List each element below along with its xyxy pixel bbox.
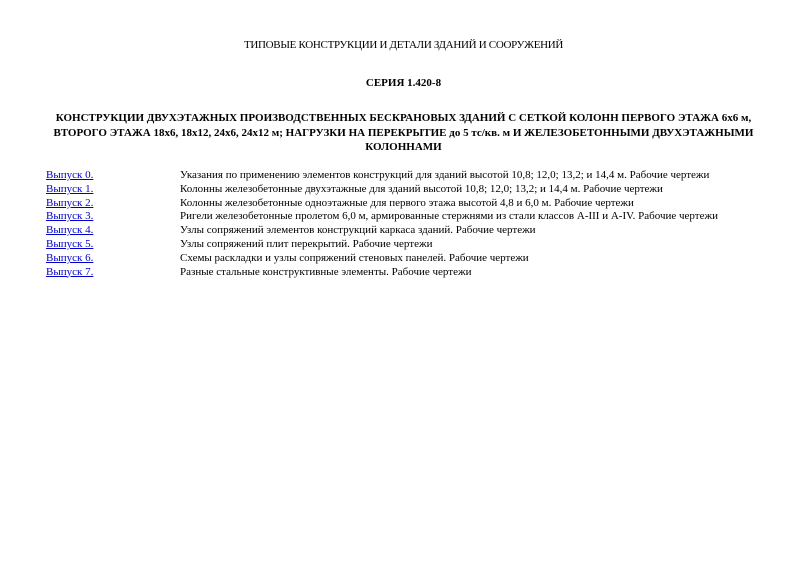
list-item xyxy=(46,183,766,197)
issue-description: Схемы раскладки и узлы сопряжений стеновых панелей. Рабочие чертежи xyxy=(180,251,529,264)
issue-link-2[interactable]: Выпуск 2. xyxy=(46,196,94,209)
issue-description: Колонны железобетонные двухэтажные для зданий высотой 10,8; 12,0; 13,2; и 14,4 м. Рабочие чертежи xyxy=(180,182,663,195)
series-title: СЕРИЯ 1.420-8 xyxy=(365,77,442,89)
issue-description: Узлы сопряжений элементов конструкций каркаса зданий. Рабочие чертежи xyxy=(180,224,536,237)
list-item xyxy=(46,238,766,252)
issue-link-7[interactable]: Выпуск 7. xyxy=(46,265,94,278)
issue-description: Разные стальные конструктивные элементы. Рабочие чертежи xyxy=(180,265,472,278)
issue-link-4[interactable]: Выпуск 4. xyxy=(46,224,94,237)
issue-link-3[interactable]: Выпуск 3. xyxy=(46,210,94,223)
issue-description: Ригели железобетонные пролетом 6,0 м, армированные стержнями из стали классов А-III и А-IV. Рабочие чертежи xyxy=(180,210,718,223)
list-item xyxy=(46,197,766,211)
issue-link-1[interactable]: Выпуск 1. xyxy=(46,182,94,195)
list-item xyxy=(46,224,766,238)
document-header: ТИПОВЫЕ КОНСТРУКЦИИ И ДЕТАЛИ ЗДАНИЙ И СООРУЖЕНИЙ xyxy=(243,39,564,51)
issue-link-5[interactable]: Выпуск 5. xyxy=(46,237,94,250)
document-title: КОНСТРУКЦИИ ДВУХЭТАЖНЫХ ПРОИЗВОДСТВЕННЫХ БЕСКРАНОВЫХ ЗДАНИЙ С СЕТКОЙ КОЛОНН ПЕРВОГО ЭТАЖА 6х6 м, ВТОРОГО ЭТАЖА 18х6, 18х12, 24х6, 24х12 м; НАГРУЗКИ НА ПЕРЕКРЫТИЕ до 5 тс/кв. м И ЖЕЛЕЗОБЕТОННЫМИ ДВУХЭТАЖНЫМИ КОЛОННАМИ xyxy=(53,112,754,153)
list-item xyxy=(46,169,766,183)
issue-link-6[interactable]: Выпуск 6. xyxy=(46,251,94,264)
issue-description: Узлы сопряжений плит перекрытий. Рабочие чертежи xyxy=(180,237,433,250)
list-item xyxy=(46,252,766,266)
issue-description: Указания по применению элементов конструкций для зданий высотой 10,8; 12,0; 13,2; и 14,4 м. Рабочие чертежи xyxy=(180,169,710,181)
issue-description: Колонны железобетонные одноэтажные для первого этажа высотой 4,8 и 6,0 м. Рабочие чертежи xyxy=(180,196,634,209)
list-item xyxy=(46,266,766,280)
issue-link-0[interactable]: Выпуск 0. xyxy=(46,169,94,181)
issues-list xyxy=(46,169,766,279)
list-item xyxy=(46,210,766,224)
